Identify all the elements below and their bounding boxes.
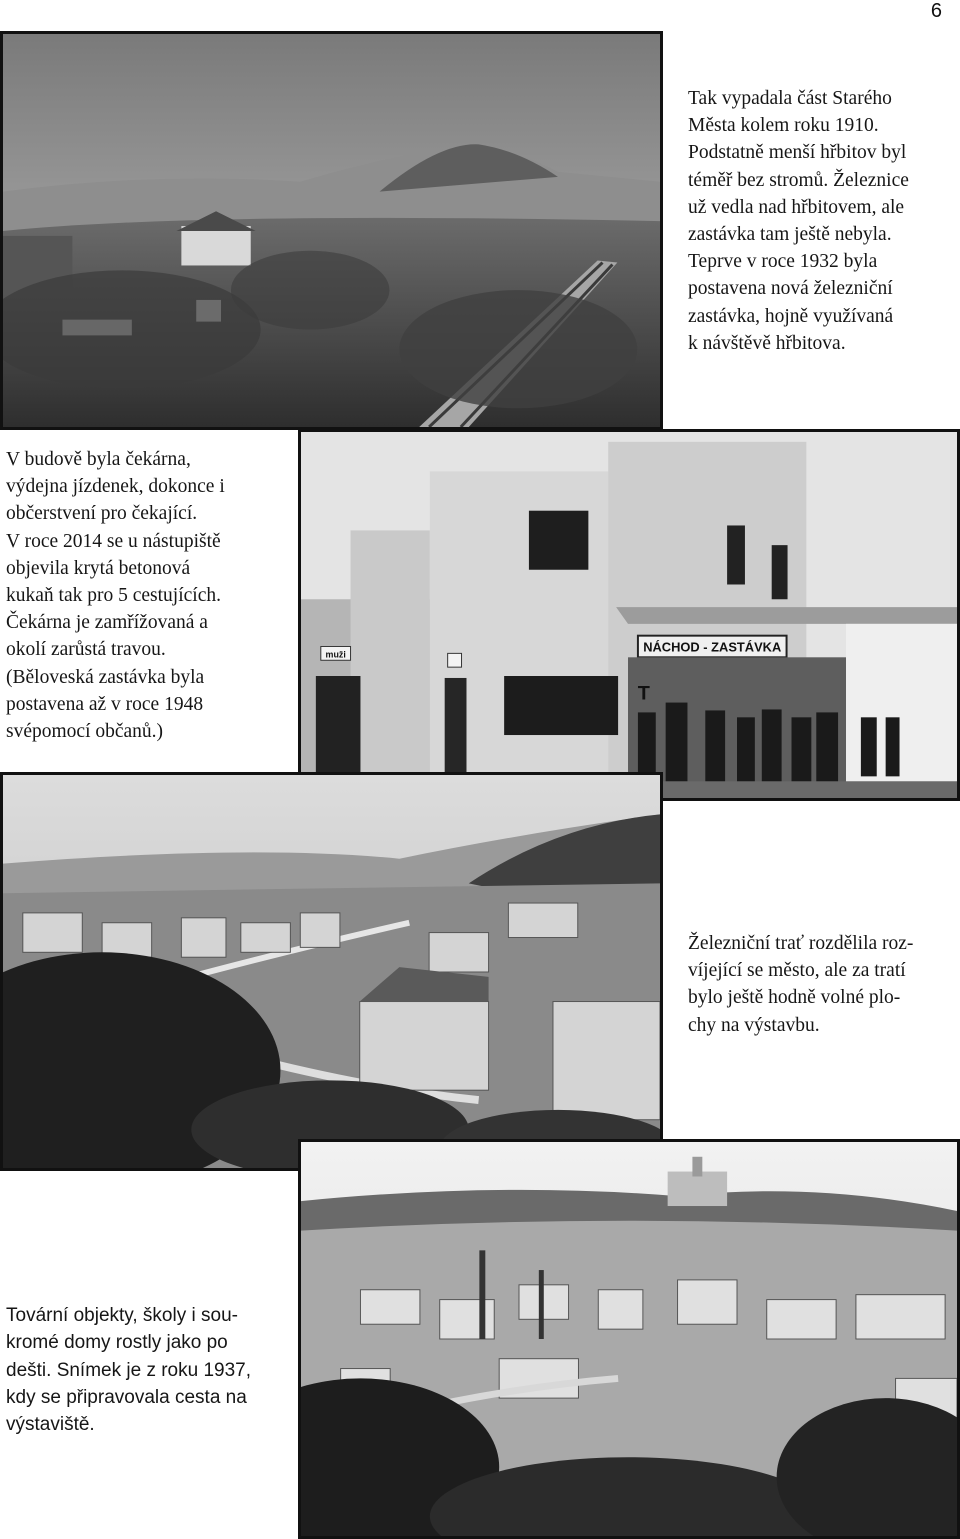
caption-line: Železniční trať rozdělila roz- (688, 933, 914, 954)
t-sign: T (637, 682, 650, 705)
caption-railway-split (688, 930, 958, 1039)
photo-town-1937 (298, 1139, 960, 1539)
caption-line: bylo ještě hodně volné plo- (688, 987, 901, 1009)
caption-line: kdy se připravovala cesta na (6, 1386, 247, 1408)
caption-line: Čekárna je zamřížovaná a (6, 612, 208, 634)
caption-factories-1937 (6, 1302, 274, 1438)
caption-line: Města kolem roku 1910. (688, 115, 879, 137)
town-view-photo-icon (3, 775, 660, 1168)
town-castle-view-photo-icon (301, 1142, 957, 1536)
caption-line: víjející se město, ale za tratí (688, 960, 906, 982)
photo-town-divided-by-railway (0, 772, 663, 1171)
caption-line: (Běloveská zastávka byla (6, 666, 205, 688)
photo-station-building (298, 429, 960, 801)
caption-line: objevila krytá betonová (6, 557, 191, 579)
caption-line: zastávka, hojně využívaná (688, 305, 894, 327)
caption-line: postavena až v roce 1948 (6, 693, 204, 715)
caption-line: téměř bez stromů. Železnice (688, 169, 909, 191)
station-building-photo-icon (301, 432, 957, 798)
caption-line: svépomocí občanů.) (6, 721, 164, 743)
caption-line: dešti. Snímek je z roku 1937, (6, 1359, 252, 1381)
caption-line: výstaviště. (6, 1414, 95, 1436)
caption-line: kromé domy rostly jako po (6, 1332, 228, 1354)
caption-line: chy na výstavbu. (688, 1014, 820, 1036)
caption-line: zastávka tam ještě nebyla. (688, 224, 892, 246)
caption-line: výdejna jízdenek, dokonce i (6, 476, 225, 498)
men-sign: muži (325, 649, 346, 660)
caption-line: už vedla nad hřbitovem, ale (688, 196, 905, 218)
page-number: 6 (930, 0, 942, 22)
caption-line: okolí zarůstá travou. (6, 639, 166, 661)
caption-line: postavena nová železniční (688, 278, 893, 300)
caption-line: občerstvení pro čekající. (6, 503, 198, 525)
caption-line: V budově byla čekárna, (6, 449, 191, 470)
landscape-railway-photo-icon (3, 34, 660, 427)
photo-old-town-1910 (0, 31, 663, 430)
caption-station (6, 446, 272, 745)
caption-line: V roce 2014 se u nástupiště (6, 530, 221, 552)
caption-line: Tovární objekty, školy i sou- (6, 1305, 238, 1326)
caption-line: k návštěvě hřbitova. (688, 332, 846, 354)
caption-line: Podstatně menší hřbitov byl (688, 142, 907, 164)
caption-old-town (688, 85, 958, 357)
caption-line: Teprve v roce 1932 byla (688, 251, 878, 273)
station-sign: NÁCHOD - ZASTÁVKA (643, 639, 782, 655)
caption-line: Tak vypadala část Starého (688, 88, 892, 109)
caption-line: kukaň tak pro 5 cestujících. (6, 585, 221, 607)
